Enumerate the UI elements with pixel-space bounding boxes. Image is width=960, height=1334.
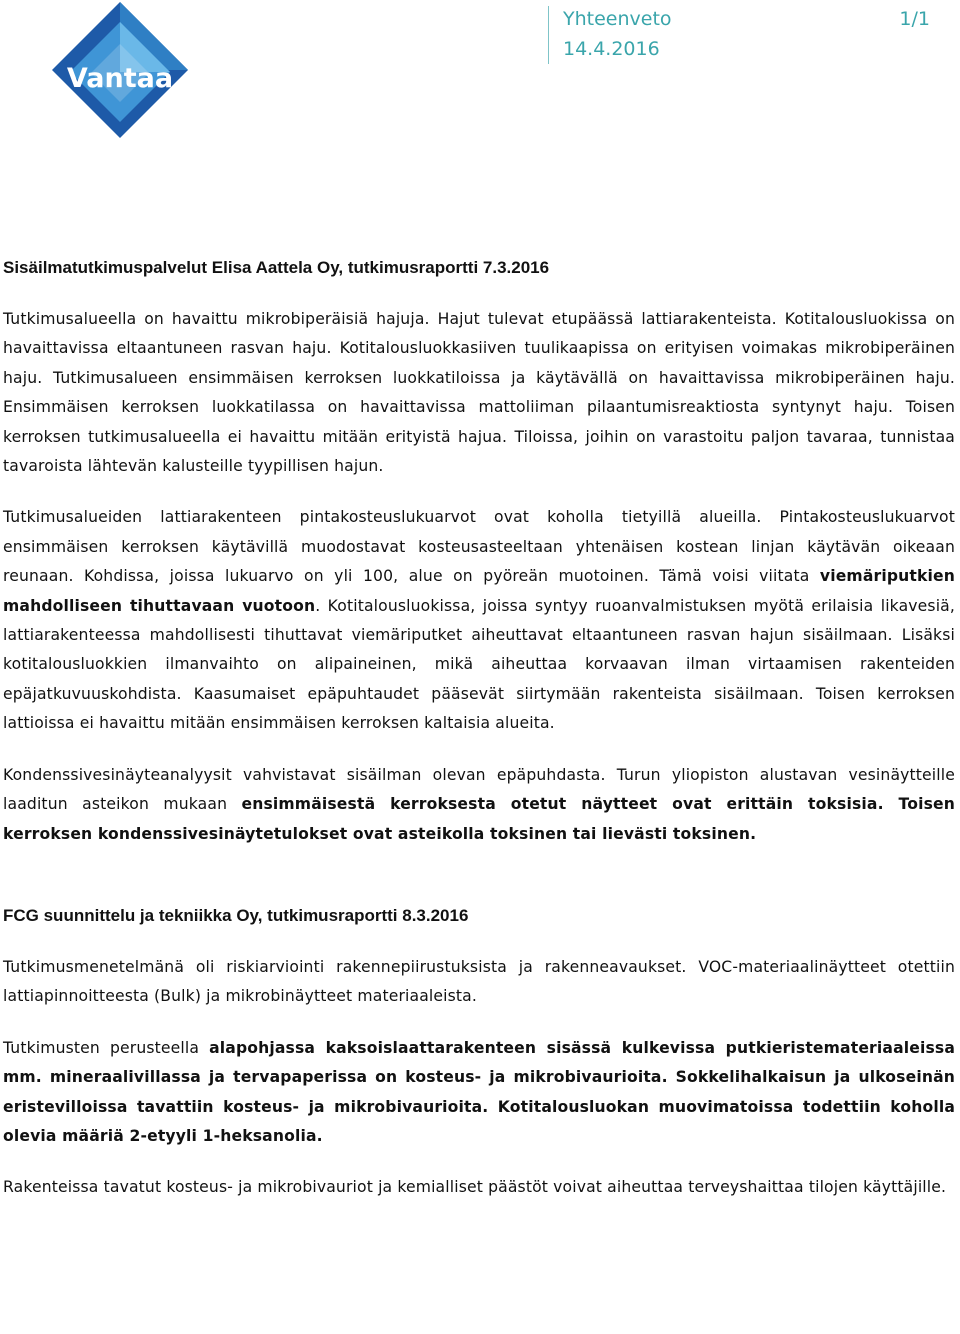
paragraph-findings: Tutkimusten perusteella alapohjassa kaksoislaattarakenteen sisässä kulkevissa putkieristemateriaaleissa mm. mineraalivillassa ja tervapaperissa on kosteus- ja mikrobivaurioita. Sokkelihalkaisun ja ulkoseinän eristevilloissa tavattiin kosteus- ja mikrobivaurioita. Kotitalousluokan muovimatoissa todettiin koholla olevia määriä 2-etyyli 1-heksanolia. [3,1038,955,1145]
vantaa-logo [48,0,193,145]
document-date: 14.4.2016 [563,38,660,60]
paragraph-odors: Tutkimusalueella on havaittu mikrobiperäisiä hajuja. Hajut tulevat etupäässä lattiarakenteista. Kotitalousluokissa on havaittavissa eltaantuneen rasvan haju. Kotitalousluokkasiiven tuulikaapissa on erityisen voimakas mikrobiperäinen haju. Tutkimusalueen ensimmäisen kerroksen luokkatiloissa ja käytävällä on havaittavissa mikrobiperäinen haju. Ensimmäisen kerroksen luokkatilassa on havaittavissa mattoliiman pilaantumisreaktiosta syntynyt haju. Toisen kerroksen tutkimusalueella ei havaittu mitään erityistä hajua. Tiloissa, joihin on varastoitu paljon tavaraa, tunnistaa tavaroista lähtevän kalusteille tyypillisen hajun. [3,310,955,476]
paragraph-health-risk: Rakenteissa tavatut kosteus- ja mikrobivauriot ja kemialliset päästöt voivat aiheuttaa terveyshaittaa tilojen käyttäjille. [3,1178,947,1197]
header-divider [548,6,549,64]
section-heading-aattela: Sisäilmatutkimuspalvelut Elisa Aattela Oy, tutkimusraportti 7.3.2016 [3,258,550,277]
section-heading-fcg: FCG suunnittelu ja tekniikka Oy, tutkimusraportti 8.3.2016 [3,905,469,925]
paragraph-methods: Tutkimusmenetelmänä oli riskiarviointi rakennepiirustuksista ja rakenneavaukset. VOC-materiaalinäytteet otettiin lattiapinnoitteesta (Bulk) ja mikrobinäytteet materiaaleista. [3,957,955,1006]
logo-wordmark: Vantaa [66,63,174,94]
page-number: 1/1 [899,8,930,30]
paragraph-moisture: Tutkimusalueiden lattiarakenteen pintakosteuslukuarvot ovat koholla tietyillä alueilla. Pintakosteuslukuarvot ensimmäisen kerroksen käytävillä muodostavat kosteusasteeltaan yhtenäisen kostean linjan käytävän oikeaan reunaan. Kohdissa, joissa lukuarvo on yli 100, alue on pyöreän muotoinen. Tämä voisi viitata viemäriputkien mahdolliseen tihuttavaan vuotoon. Kotitalousluokissa, joissa syntyy ruoanvalmistuksen myötä erilaisia likavesiä, lattiarakenteessa mahdollisesti tihuttavat viemäriputket aiheuttavat eltaantuneen rasvan hajun sisäilmaan. Lisäksi kotitalousluokkien ilmanvaihto on alipaineinen, mikä aiheuttaa korvaavan ilman virtaamisen rakenteiden epäjatkuvuuskohdista. Kaasumaiset epäpuhtaudet pääsevät siirtymään rakenteista sisäilmaan. Toisen kerroksen lattioissa ei havaittu mitään ensimmäisen kerroksen kaltaisia alueita. [3,508,955,733]
document-title: Yhteenveto [563,8,672,30]
paragraph-condensate: Kondenssivesinäyteanalyysit vahvistavat sisäilman olevan epäpuhdasta. Turun yliopiston alustavan vesinäytteille laaditun asteikon mukaan ensimmäisestä kerroksesta otetut näytteet ovat erittäin toksisia. Toisen kerroksen kondenssivesinäytetulokset ovat asteikolla toksinen tai lievästi toksinen. [3,765,955,843]
document-body [3,253,955,1203]
